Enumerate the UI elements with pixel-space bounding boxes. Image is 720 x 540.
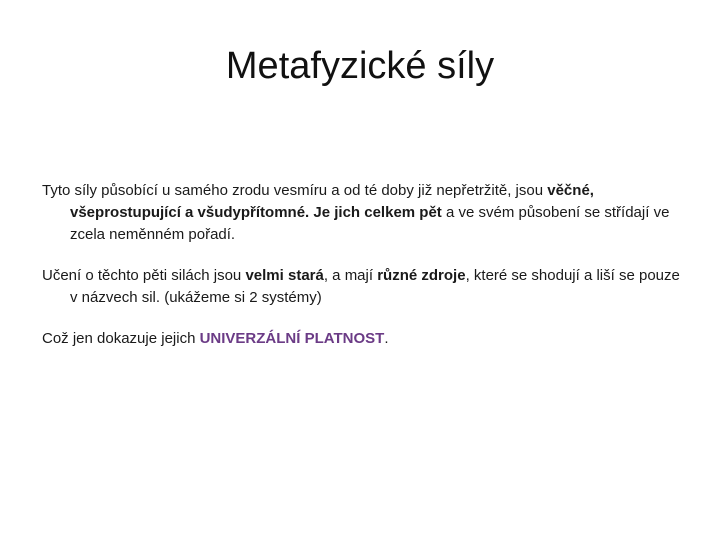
text-run: Což jen dokazuje jejich: [42, 330, 200, 347]
slide-title: Metafyzické síly: [225, 45, 495, 87]
text-run: .: [384, 330, 389, 347]
text-run-bold: různé zdroje: [377, 267, 466, 284]
paragraph-universal-validity: [42, 328, 682, 350]
slide-body: [42, 180, 682, 369]
text-run-accent: UNIVERZÁLNÍ PLATNOST: [199, 330, 385, 347]
text-run: , které se shodují a liší se pouze v názvech sil. (ukážeme si 2 systémy): [70, 267, 680, 306]
paragraph-forces-description: [42, 180, 682, 246]
text-run: Tyto síly působící u samého zrodu vesmíru a od té doby již nepřetržitě, jsou: [42, 182, 548, 199]
text-run-bold: velmi stará: [245, 267, 324, 284]
text-run: Učení o těchto pěti silách jsou: [42, 267, 246, 284]
text-run: , a mají: [323, 267, 378, 284]
paragraph-teachings: [42, 265, 682, 309]
text-run-bold: věčné, všeprostupující a všudypřítomné. Je jich celkem pět: [70, 182, 594, 221]
text-run: a ve svém působení se střídají ve zcela neměnném pořadí.: [70, 204, 670, 243]
